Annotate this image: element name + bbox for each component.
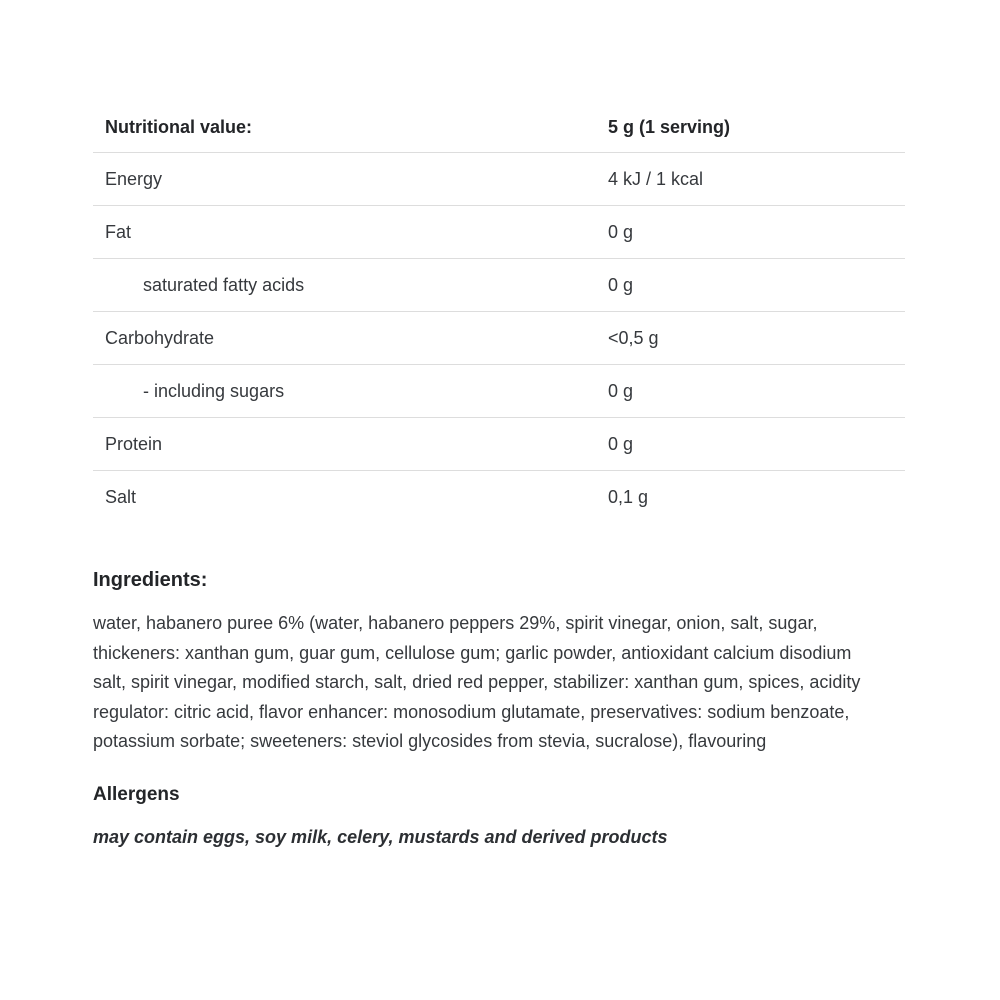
row-label: saturated fatty acids bbox=[143, 274, 305, 295]
row-value: <0,5 g bbox=[608, 327, 659, 348]
row-value: 4 kJ / 1 kcal bbox=[608, 168, 704, 189]
nutrition-table-header-row bbox=[93, 102, 905, 153]
allergens-heading: Allergens bbox=[93, 783, 180, 805]
ingredients-heading: Ingredients: bbox=[93, 569, 208, 591]
ingredients-text: water, habanero puree 6% (water, habanero peppers 29%, spirit vinegar, onion, salt, sugar, thickeners: xanthan gum, guar gum, cellulose gum; garlic powder, antioxidant calcium disodium salt, spirit vinegar, modified starch, salt, dried red pepper, stabilizer: xanthan gum, spices, acidity regulator: citric acid, flavor enhancer: monosodium glutamate, preservatives: sodium benzoate, potassium sorbate; sweeteners: steviol glycosides from stevia, sucralose), flavouring bbox=[93, 613, 861, 751]
allergens-text: may contain eggs, soy milk, celery, mustards and derived products bbox=[93, 826, 668, 847]
row-label: Salt bbox=[105, 486, 137, 507]
row-label: Carbohydrate bbox=[105, 327, 215, 348]
row-value: 0 g bbox=[608, 380, 634, 401]
row-label: - including sugars bbox=[143, 380, 285, 401]
row-value: 0 g bbox=[608, 433, 634, 454]
row-label: Energy bbox=[105, 168, 163, 189]
row-value: 0,1 g bbox=[608, 486, 649, 507]
table-row-energy bbox=[93, 153, 905, 206]
row-label: Protein bbox=[105, 433, 163, 454]
table-row-fat bbox=[93, 206, 905, 259]
table-row-protein bbox=[93, 418, 905, 471]
nutrition-table-header-label: Nutritional value: bbox=[105, 116, 253, 137]
nutrition-table-header-value: 5 g (1 serving) bbox=[608, 116, 731, 137]
table-row-carbohydrate bbox=[93, 312, 905, 365]
table-row-salt bbox=[93, 471, 905, 523]
row-value: 0 g bbox=[608, 221, 634, 242]
table-row-saturated-fatty-acids bbox=[93, 259, 905, 312]
row-label: Fat bbox=[105, 221, 132, 242]
product-info-sheet bbox=[93, 102, 905, 866]
nutrition-table bbox=[93, 102, 905, 523]
row-value: 0 g bbox=[608, 274, 634, 295]
table-row-including-sugars bbox=[93, 365, 905, 418]
